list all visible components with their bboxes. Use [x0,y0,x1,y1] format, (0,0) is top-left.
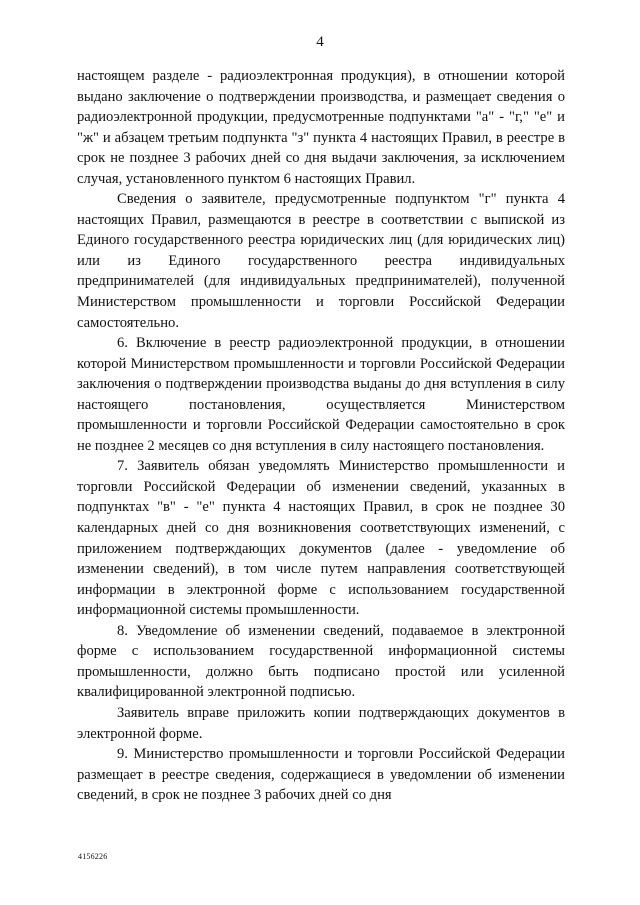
paragraph-item-6: 6. Включение в реестр радиоэлектронной продукции, в отношении которой Министерством промышленности и торговли Российской Федерации заключения о подтверждении производства выданы до дня вступления в силу настоящего постановления, осуществляется Министерством промышленности и торговли Российской Федерации самостоятельно в срок не позднее 2 месяцев со дня вступления в силу настоящего постановления. [77,335,565,454]
paragraph-attachments: Заявитель вправе приложить копии подтверждающих документов в электронной форме. [77,704,565,742]
document-body [77,66,565,806]
document-code: 4156226 [78,852,108,861]
paragraph-item-8: 8. Уведомление об изменении сведений, подаваемое в электронной форме с использованием государственной информационной системы промышленности, должно быть подписано простой или усиленной квалифицированной электронной подписью. [77,622,565,701]
paragraph-item-7: 7. Заявитель обязан уведомлять Министерство промышленности и торговли Российской Федерации об изменении сведений, указанных в подпунктах "в" - "е" пункта 4 настоящих Правил, в срок не позднее 30 календарных дней со дня возникновения соответствующих изменений, с приложением подтверждающих документов (далее - уведомление об изменении сведений), в том числе путем направления соответствующей информации в электронной форме с использованием государственной информационной системы промышленности. [77,458,565,619]
page-number: 4 [316,34,324,50]
paragraph-item-9: 9. Министерство промышленности и торговли Российской Федерации размещает в реестре сведения, содержащиеся в уведомлении об изменении сведений, в срок не позднее 3 рабочих дней со дня [77,746,565,804]
paragraph-applicant-info: Сведения о заявителе, предусмотренные подпунктом "г" пункта 4 настоящих Правил, размещаются в реестре в соответствии с выпиской из Единого государственного реестра юридических лиц (для юридических лиц) или из Единого государственного реестра индивидуальных предпринимателей (для индивидуальных предпринимателей), полученной Министерством промышленности и торговли Российской Федерации самостоятельно. [77,191,565,331]
paragraph-continuation: настоящем разделе - радиоэлектронная продукция), в отношении которой выдано заключение о подтверждении производства, и размещает сведения о радиоэлектронной продукции, предусмотренные подпунктами "а" - "г," "е" и "ж" и абзацем третьим подпункта "з" пункта 4 настоящих Правил, в реестре в срок не позднее 3 рабочих дней со дня выдачи заключения, за исключением случая, установленного пунктом 6 настоящих Правил. [77,68,565,187]
